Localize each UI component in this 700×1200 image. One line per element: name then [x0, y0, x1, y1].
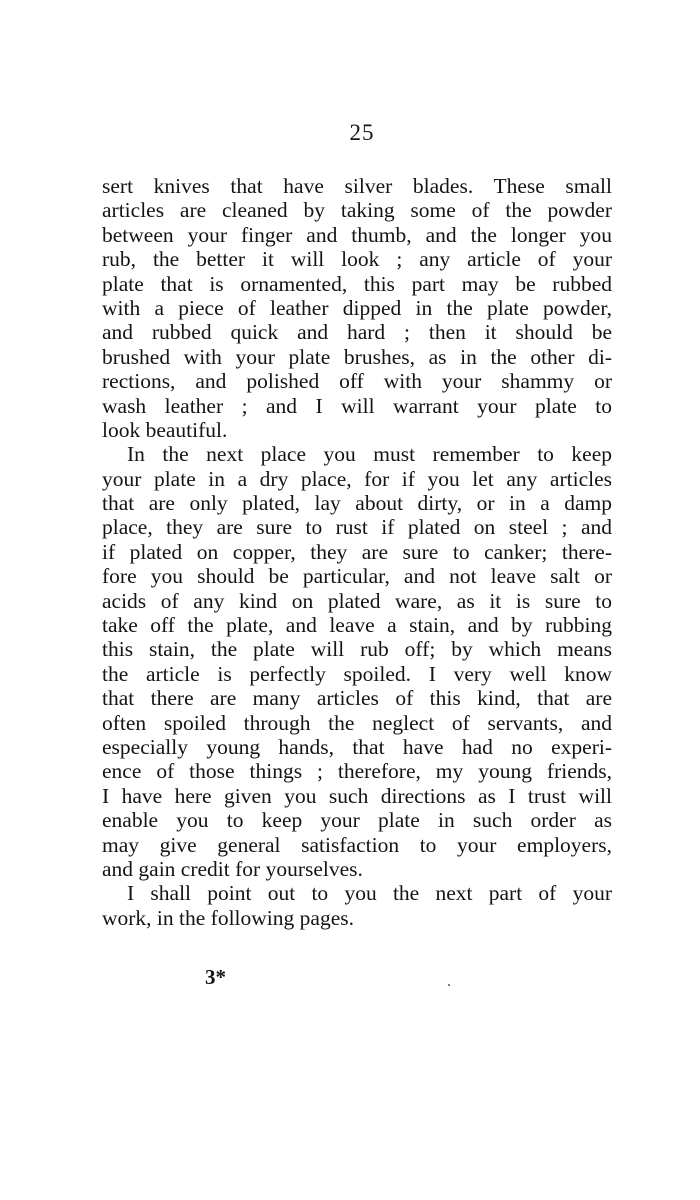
text-line: enable you to keep your plate in such order as	[102, 808, 612, 833]
text-line: that there are many articles of this kind, that are	[102, 686, 612, 711]
text-line: between your finger and thumb, and the longer you	[102, 222, 612, 247]
text-line: plate that is ornamented, this part may be rubbed	[102, 271, 612, 296]
body-text	[102, 174, 612, 930]
signature-mark: 3*	[205, 965, 226, 989]
text-line: In the next place you must remember to keep	[127, 442, 612, 467]
text-line: take off the plate, and leave a stain, and by rubbing	[102, 613, 612, 638]
text-line: articles are cleaned by taking some of the powder	[102, 198, 612, 223]
page-number: 25	[349, 120, 375, 145]
text-line: fore you should be particular, and not leave salt or	[102, 564, 612, 589]
text-line: and gain credit for yourselves.	[102, 856, 363, 881]
text-line: the article is perfectly spoiled. I very well know	[102, 661, 612, 686]
text-line: acids of any kind on plated ware, as it is sure to	[102, 588, 612, 613]
text-line: that are only plated, lay about dirty, or in a damp	[102, 491, 612, 516]
text-line: especially young hands, that have had no experi-	[102, 734, 612, 759]
text-line: rections, and polished off with your shammy or	[102, 369, 612, 394]
text-line: sert knives that have silver blades. These small	[102, 174, 612, 198]
text-line: and rubbed quick and hard ; then it should be	[102, 320, 612, 345]
text-line: wash leather ; and I will warrant your plate to	[102, 393, 612, 418]
text-line: this stain, the plate will rub off; by which means	[102, 637, 612, 662]
text-line: I have here given you such directions as I trust will	[102, 783, 612, 808]
text-line: rub, the better it will look ; any article of your	[102, 247, 612, 272]
text-line: often spoiled through the neglect of servants, and	[102, 710, 612, 735]
text-line: ence of those things ; therefore, my young friends,	[102, 759, 612, 784]
text-line: look beautiful.	[102, 417, 228, 442]
ink-speck	[448, 984, 450, 986]
text-line: brushed with your plate brushes, as in the other di-	[102, 344, 612, 369]
text-line: I shall point out to you the next part of your	[127, 881, 612, 906]
text-line: your plate in a dry place, for if you let any articles	[102, 466, 612, 491]
text-line: may give general satisfaction to your employers,	[102, 832, 612, 857]
text-line: with a piece of leather dipped in the plate powder,	[102, 295, 612, 320]
text-line: if plated on copper, they are sure to canker; there-	[102, 539, 612, 564]
text-line: work, in the following pages.	[102, 905, 354, 930]
text-line: place, they are sure to rust if plated on steel ; and	[102, 515, 612, 540]
